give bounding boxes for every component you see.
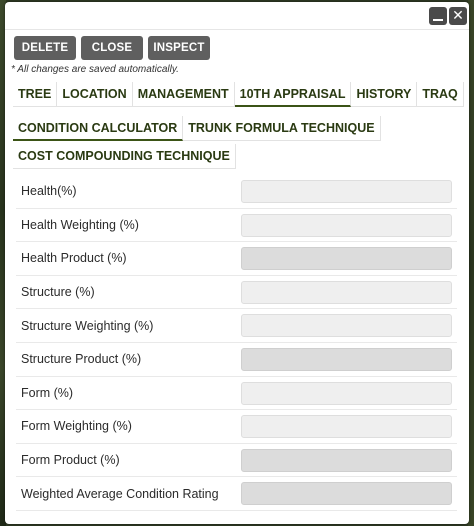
form-row-form-product xyxy=(16,444,457,478)
form-row-structure-product xyxy=(16,343,457,377)
minimize-button[interactable] xyxy=(429,7,447,25)
subtab-condition-calculator[interactable]: CONDITION CALCULATOR xyxy=(13,116,183,141)
minimize-icon xyxy=(433,19,443,21)
structure-weighting-input[interactable] xyxy=(241,314,452,337)
panel-titlebar xyxy=(5,2,469,30)
form-row-weighted-average xyxy=(16,477,457,511)
health-product-field xyxy=(241,247,452,270)
appraisal-panel xyxy=(5,2,469,524)
field-label: Weighted Average Condition Rating xyxy=(21,486,219,501)
field-label: Form Product (%) xyxy=(21,453,120,468)
field-label: Structure (%) xyxy=(21,285,95,300)
form-row-health xyxy=(16,175,457,209)
field-label: Structure Weighting (%) xyxy=(21,318,154,333)
form-row-health-weighting xyxy=(16,209,457,243)
field-label: Form Weighting (%) xyxy=(21,419,132,434)
tab-tree[interactable]: TREE xyxy=(13,82,57,107)
field-label: Form (%) xyxy=(21,385,74,400)
autosave-note: * All changes are saved automatically. xyxy=(11,64,179,75)
form-row-structure-weighting xyxy=(16,309,457,343)
form-row-structure xyxy=(16,276,457,310)
structure-product-field xyxy=(241,348,452,371)
form-input[interactable] xyxy=(241,382,452,405)
subtab-trunk-formula-technique[interactable]: TRUNK FORMULA TECHNIQUE xyxy=(183,116,380,141)
close-icon: ✕ xyxy=(452,8,464,24)
form-weighting-input[interactable] xyxy=(241,415,452,438)
structure-input[interactable] xyxy=(241,281,452,304)
delete-button[interactable]: DELETE xyxy=(14,36,76,60)
action-toolbar xyxy=(14,36,210,60)
health-weighting-input[interactable] xyxy=(241,214,452,237)
field-label: Health Product (%) xyxy=(21,251,127,266)
tab-history[interactable]: HISTORY xyxy=(351,82,417,107)
health-input[interactable] xyxy=(241,180,452,203)
main-tabs xyxy=(13,82,464,107)
sub-tabs-row-1 xyxy=(13,116,381,141)
tab-traq[interactable]: TRAQ xyxy=(417,82,463,107)
tab-location[interactable]: LOCATION xyxy=(57,82,132,107)
form-row-form xyxy=(16,377,457,411)
form-row-health-product xyxy=(16,242,457,276)
field-label: Health Weighting (%) xyxy=(21,217,139,232)
form-product-field xyxy=(241,449,452,472)
form-row-form-weighting xyxy=(16,410,457,444)
subtab-cost-compounding-technique[interactable]: COST COMPOUNDING TECHNIQUE xyxy=(13,144,236,169)
inspect-button[interactable]: INSPECT xyxy=(148,36,210,60)
tab-management[interactable]: MANAGEMENT xyxy=(133,82,235,107)
sub-tabs-row-2 xyxy=(13,144,236,169)
close-window-button[interactable] xyxy=(449,7,467,25)
close-button[interactable]: CLOSE xyxy=(81,36,143,60)
field-label: Health(%) xyxy=(21,184,77,199)
tab-10th-appraisal[interactable]: 10TH APPRAISAL xyxy=(235,82,352,107)
field-label: Structure Product (%) xyxy=(21,352,142,367)
weighted-average-field xyxy=(241,482,452,505)
condition-form xyxy=(16,175,457,511)
